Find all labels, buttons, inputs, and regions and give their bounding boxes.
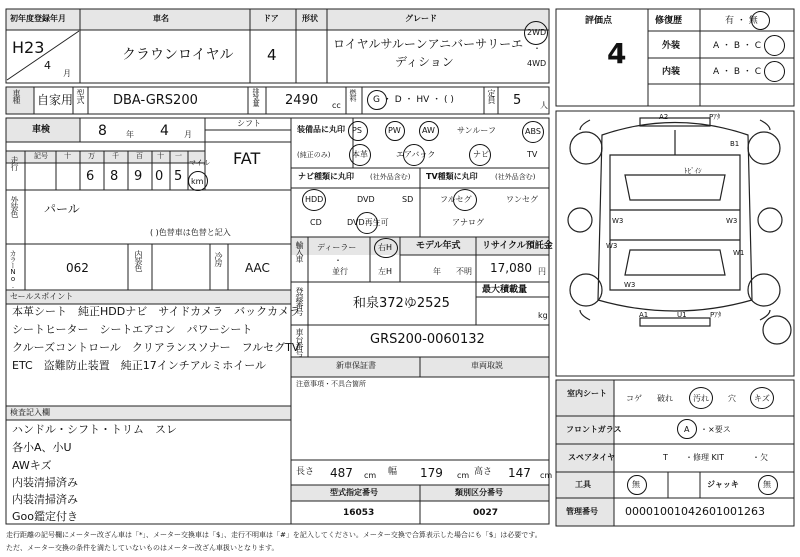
diag-pa-top: Pｱﾀ [709, 113, 721, 121]
navi-type-sub: (社外品含む) [370, 173, 411, 181]
inspection-month: 4 [160, 123, 169, 139]
mileage-h-juu: 十 [157, 152, 164, 160]
equip-aw: AW [422, 126, 435, 135]
capacity-value: 5 [513, 93, 522, 108]
diag-w1: W1 [733, 249, 745, 257]
new-car-warranty: 新車保証書 [336, 361, 376, 370]
navi-dvd: DVD [357, 195, 375, 204]
import-right-hand: 右H [378, 243, 393, 252]
mileage-digit-5: 5 [174, 169, 183, 184]
seat-yogore: 汚れ [693, 394, 709, 403]
length-unit: cm [364, 471, 377, 480]
navi-hdd: HDD [305, 195, 324, 204]
inspector-line-3: AWキズ [12, 459, 52, 472]
inspection-label: 車検 [32, 125, 51, 135]
mileage-h-hyaku: 百 [136, 152, 143, 160]
equip-abs: ABS [525, 127, 541, 136]
max-load-unit: kg [538, 311, 548, 320]
seat-label: 室内シート [567, 389, 607, 398]
vehicle-manual: 車両取説 [471, 361, 503, 370]
sales-line-4: ETC 盗難防止装置 純正17インチアルミホイール [12, 359, 267, 372]
seat-ana: 穴 [728, 394, 736, 403]
tv-analog: アナログ [452, 218, 484, 227]
repair-value: 有 ・ 無 [725, 16, 758, 26]
ext-color-label: 外装色 [10, 196, 19, 217]
ext-color-note: ( )色替車は色替と記入 [150, 228, 231, 237]
diag-w3-rear: W3 [624, 281, 636, 289]
repair-label: 修復歴 [655, 16, 683, 26]
repair-none-circle [751, 11, 770, 30]
mileage-label: 走行 [10, 156, 19, 170]
grade-line1: ロイヤルサルーンアニバーサリーエ [333, 37, 524, 51]
exterior-value: A ・ B ・ C [713, 41, 762, 51]
drive-4wd: 4WD [527, 59, 547, 68]
navi-type-title: ナビ種類に丸印 [298, 172, 354, 181]
shift-value: FAT [233, 149, 261, 168]
fuel-options: G ・ D ・ HV ・ ( ) [373, 95, 454, 105]
ac-value: AAC [245, 261, 270, 275]
capacity-unit: 人 [540, 101, 548, 110]
car-name-header: 車名 [153, 14, 169, 23]
inspector-label: 検査記入欄 [10, 408, 50, 417]
model-year-unit: 年 [433, 267, 441, 276]
sales-label: セールスポイント [10, 292, 74, 301]
tool-label: 工具 [575, 480, 591, 489]
tv-fullseg: フルセグ [440, 195, 472, 204]
height-value: 147 [508, 466, 531, 480]
mileage-digit-1: 6 [86, 169, 95, 184]
inspector-line-5: 内装清掃済み [12, 493, 78, 506]
inspector-line-4: 内装清掃済み [12, 476, 78, 489]
displacement-unit: cc [332, 101, 341, 110]
chassis-value: GRS200-0060132 [370, 332, 485, 347]
width-unit: cm [457, 471, 470, 480]
drive-dot: ・ [533, 44, 541, 53]
doors-value: 4 [267, 46, 277, 64]
recycle-unit: 円 [538, 267, 546, 276]
chassis-label: 車台番号 [295, 328, 304, 356]
length-value: 487 [330, 466, 353, 480]
import-left-hand: 左H [378, 267, 393, 276]
grade-header: グレード [405, 14, 437, 23]
equip-ps: PS [352, 126, 362, 135]
inspection-year-unit: 年 [126, 130, 134, 139]
mileage-h-mile: マイル [189, 159, 210, 167]
exterior-c-circle [764, 35, 785, 56]
first-reg-month-unit: 月 [63, 69, 71, 78]
diag-w3-lower: W3 [606, 242, 618, 250]
use-value: 自家用 [37, 93, 74, 107]
mileage-h-man: 万 [88, 152, 95, 160]
spare-kit: ・修理 KIT [685, 453, 725, 462]
tv-oneseg: ワンセグ [506, 195, 538, 204]
shift-label: シフト [237, 119, 261, 128]
sales-line-3: クルーズコントロール クリアランスソナー フルセグTV [12, 341, 300, 354]
interior-value: A ・ B ・ C [713, 67, 762, 77]
recycle-label: リサイクル預託金 [482, 241, 553, 251]
reg-number-value: 和泉372ゆ2525 [353, 296, 450, 311]
color-no-value: 062 [66, 261, 89, 275]
seat-koge: コゲ [626, 394, 642, 403]
equip-leather: 本革 [352, 150, 368, 159]
door-header: ドア [263, 14, 279, 23]
ext-color-value: パール [44, 202, 80, 216]
diag-b1: B1 [730, 140, 740, 148]
diag-a1: A1 [639, 311, 649, 319]
first-reg-era: H23 [12, 38, 45, 57]
equip-navi: ナビ [473, 150, 489, 159]
diag-u1: U1 [677, 311, 687, 319]
footer-line-1: 走行距離の記号欄にメーター改ざん車は「*」、メーター交換車は「$」、走行不明車は「#」を記入してください。メーター交換で合算表示した場合にも「$」は必要です。 [6, 531, 542, 539]
equip-pw: PW [388, 126, 401, 135]
shape-header: 形状 [302, 14, 318, 23]
ac-label: 冷房 [214, 252, 223, 266]
seat-yabure: 破れ [657, 394, 673, 403]
equipment-sub: (純正のみ) [297, 151, 331, 159]
class-value: 0027 [473, 508, 499, 518]
mileage-digit-4: 0 [155, 169, 164, 184]
tv-type-title: TV種類に丸印 [426, 172, 478, 181]
mileage-digit-3: 9 [134, 169, 143, 184]
diag-pa-bottom: Pｱﾀ [710, 311, 722, 319]
width-value: 179 [420, 466, 443, 480]
model-year-unknown: 不明 [456, 267, 472, 276]
exterior-label: 外装 [662, 41, 681, 51]
tool-value: 無 [632, 480, 640, 489]
first-reg-header: 初年度登録年月 [10, 14, 66, 23]
navi-dvdplay: DVD再生可 [347, 218, 389, 227]
tv-type-sub: (社外品含む) [495, 173, 536, 181]
mileage-unit: km [191, 177, 204, 186]
mgmt-value: 00001001042601001263 [625, 505, 765, 518]
spare-label: スペアタイヤ [568, 453, 616, 462]
windshield-x: ・×要ス [700, 425, 731, 434]
first-reg-month: 4 [44, 59, 51, 72]
spare-ketsu: ・欠 [752, 453, 768, 462]
notes-label: 注意事項・不具合箇所 [296, 380, 366, 388]
car-name-value: クラウンロイヤル [122, 47, 234, 63]
mileage-h-ichi: 一 [175, 152, 182, 160]
navi-sd: SD [402, 195, 414, 204]
length-label: 長さ [296, 467, 315, 477]
use-label: 車種 [12, 89, 21, 103]
footer-line-2: ただ、メーター交換の条件を満たしていないものはメーター改ざん車扱いとなります。 [6, 544, 279, 552]
diag-w3-right: W3 [726, 217, 738, 225]
mileage-kigo: 記号 [34, 152, 48, 160]
capacity-label: 定員 [487, 89, 496, 103]
height-label: 高さ [474, 467, 493, 477]
equip-tv: TV [527, 150, 538, 159]
diag-kis: ﾄﾋﾞｲｼ [684, 167, 702, 175]
width-label: 幅 [388, 467, 398, 477]
score-label: 評価点 [585, 16, 613, 26]
equip-airbag: エアバック [396, 150, 436, 159]
mgmt-label: 管理番号 [566, 507, 598, 516]
model-cert-label: 型式指定番号 [330, 488, 378, 497]
model-cert-value: 16053 [343, 508, 375, 518]
class-label: 類別区分番号 [455, 488, 503, 497]
spare-t: T [663, 453, 668, 462]
reg-number-label: 登録番号 [295, 287, 304, 315]
seat-kizu: キズ [754, 394, 770, 403]
score-value: 4 [607, 37, 627, 70]
interior-c-circle [764, 61, 785, 82]
sales-line-2: シートヒーター シートエアコン パワーシート [12, 323, 253, 336]
jack-value: 無 [763, 480, 771, 489]
import-label: 輸入車 [295, 241, 304, 262]
inspector-line-2: 各小A、小U [12, 441, 72, 454]
int-color-label: 内装色 [134, 250, 143, 271]
equipment-title: 装備品に丸印 [297, 125, 345, 134]
inspector-line-1: ハンドル・シフト・トリム スレ [12, 423, 177, 436]
inspection-month-unit: 月 [184, 130, 192, 139]
inspector-line-6: Goo鑑定付き [12, 510, 78, 523]
mileage-digit-2: 8 [110, 169, 119, 184]
diag-w3-left: W3 [612, 217, 624, 225]
fuel-label: 燃料 [349, 89, 357, 101]
displacement-value: 2490 [285, 93, 319, 108]
mileage-h-jyu: 十 [64, 152, 71, 160]
windshield-label: フロントガラス [566, 425, 622, 434]
type-value: DBA-GRS200 [113, 93, 198, 108]
displacement-label: 排気量 [252, 88, 260, 106]
recycle-value: 17,080 [490, 261, 532, 275]
equip-sunroof: サンルーフ [457, 126, 496, 135]
grade-line2: ディション [395, 55, 454, 69]
diag-a2: A2 [659, 113, 669, 121]
interior-label: 内装 [662, 67, 681, 77]
model-year-label: モデル年式 [416, 241, 461, 251]
sales-line-1: 本革シート 純正HDDナビ サイドカメラ バックカメラ [12, 305, 301, 318]
navi-cd: CD [310, 218, 322, 227]
mileage-h-sen: 千 [112, 152, 119, 160]
import-dealer: ディーラー [317, 243, 357, 252]
drive-2wd: 2WD [527, 28, 547, 37]
jack-label: ジャッキ [707, 480, 739, 489]
type-label: 型式 [76, 89, 85, 103]
color-no-label: カラーNo. [9, 250, 17, 289]
inspection-year: 8 [98, 123, 107, 139]
height-unit: cm [540, 471, 553, 480]
import-dot: ・ [334, 256, 342, 265]
windshield-a: A [684, 425, 690, 434]
max-load-label: 最大積載量 [482, 285, 528, 295]
import-parallel: 並行 [332, 267, 348, 276]
